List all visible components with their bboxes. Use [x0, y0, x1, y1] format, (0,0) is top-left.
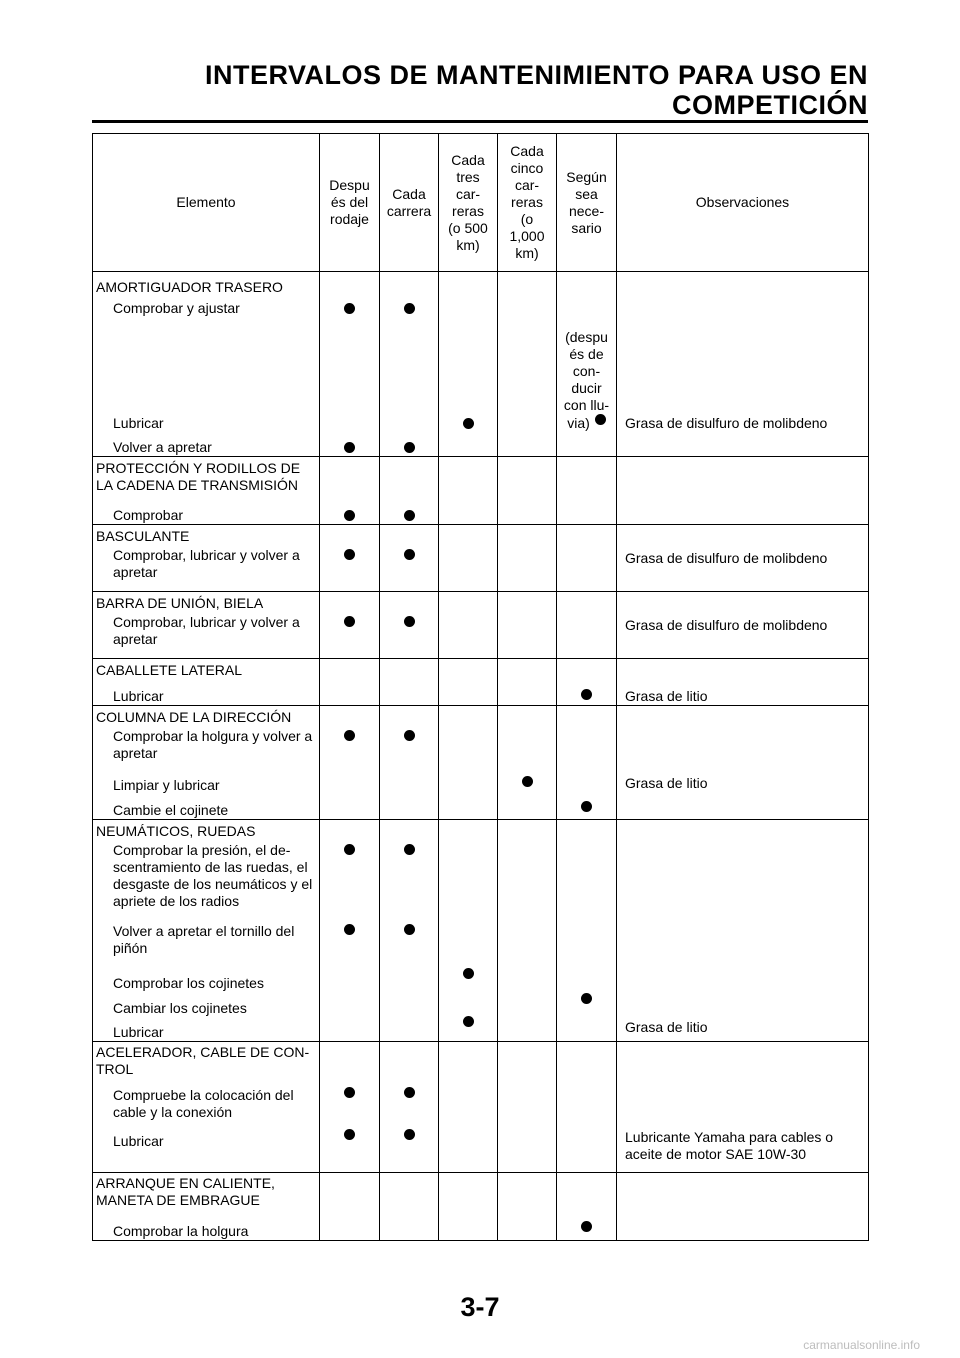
item-label: Limpiar y lubricar — [113, 777, 220, 793]
item-label: Comprobar la presión, el de- scentramiento de las ruedas, el desgaste de los neumáticos y el apriete de los radios — [113, 842, 313, 909]
check-dot — [404, 442, 415, 453]
col-header-segun: Según sea nece- sario — [557, 134, 617, 272]
check-dot — [581, 993, 592, 1004]
check-dot — [581, 689, 592, 700]
check-dot — [344, 1087, 355, 1098]
title-rule — [92, 120, 868, 123]
section-title: BARRA DE UNIÓN, BIELA — [96, 595, 264, 611]
page-title-line-1: INTERVALOS DE MANTENIMIENTO PARA USO EN — [204, 60, 868, 90]
item-label: Lubricar — [113, 1133, 164, 1149]
item-label: Cambiar los cojinetes — [113, 1000, 247, 1016]
section-title: AMORTIGUADOR TRASERO — [96, 279, 283, 295]
item-label: Lubricar — [113, 688, 164, 704]
col-header-observaciones: Observaciones — [617, 134, 869, 272]
check-dot — [581, 801, 592, 812]
section-title: PROTECCIÓN Y RODILLOS DE LA CADENA DE TRANSMISIÓN — [96, 460, 301, 493]
check-dot — [344, 730, 355, 741]
observation-text: Lubricante Yamaha para cables o aceite de motor SAE 10W-30 — [625, 1129, 834, 1162]
observation-text: Grasa de litio — [625, 1019, 708, 1035]
check-dot — [404, 549, 415, 560]
item-label: Lubricar — [113, 415, 164, 431]
rain-condition-note: (despu és de con- ducir con llu- via) — [563, 329, 610, 431]
check-dot — [463, 418, 474, 429]
observation-text: Grasa de litio — [625, 775, 708, 791]
observation-text: Grasa de disulfuro de molibdeno — [625, 617, 828, 633]
col-header-elemento: Elemento — [93, 134, 320, 272]
check-dot — [344, 442, 355, 453]
table-section-row — [93, 592, 869, 659]
table-section-row — [93, 1173, 869, 1241]
check-dot — [344, 844, 355, 855]
check-dot — [404, 1087, 415, 1098]
check-dot — [404, 1129, 415, 1140]
maintenance-table — [92, 133, 869, 1241]
table-section-row — [93, 457, 869, 525]
page-title-line-2: COMPETICIÓN — [671, 90, 868, 120]
section-title: NEUMÁTICOS, RUEDAS — [96, 823, 256, 839]
table-section-row — [93, 272, 869, 457]
check-dot — [463, 968, 474, 979]
check-dot — [344, 1129, 355, 1140]
check-dot — [404, 303, 415, 314]
check-dot — [344, 510, 355, 521]
section-title: COLUMNA DE LA DIRECCIÓN — [96, 709, 292, 725]
table-header-row — [93, 134, 869, 272]
col-header-cada-cinco: Cada cinco car- reras (o 1,000 km) — [498, 134, 557, 272]
table-section-row — [93, 820, 869, 1042]
table-section-row — [93, 659, 869, 706]
check-dot — [404, 924, 415, 935]
check-dot — [344, 303, 355, 314]
table-section-row — [93, 525, 869, 592]
check-dot — [463, 1016, 474, 1027]
item-label: Comprobar — [113, 507, 184, 523]
item-label: Comprobar los cojinetes — [113, 975, 264, 991]
check-dot — [404, 510, 415, 521]
check-dot — [595, 414, 606, 425]
check-dot — [344, 924, 355, 935]
observation-text: Grasa de litio — [625, 688, 708, 704]
item-label: Lubricar — [113, 1024, 164, 1040]
item-label: Comprobar, lubricar y volver a apretar — [113, 614, 300, 647]
item-label: Comprobar y ajustar — [113, 300, 240, 316]
col-header-cada-carrera: Cada carrera — [380, 134, 439, 272]
section-title: ARRANQUE EN CALIENTE, MANETA DE EMBRAGUE — [96, 1175, 275, 1208]
item-label: Volver a apretar el tornillo del piñón — [113, 923, 295, 956]
check-dot — [522, 776, 533, 787]
col-header-cada-tres: Cada tres car- reras (o 500 km) — [439, 134, 498, 272]
check-dot — [404, 844, 415, 855]
table-section-row — [93, 1042, 869, 1173]
observation-text: Grasa de disulfuro de molibdeno — [625, 550, 828, 566]
item-label: Volver a apretar — [113, 439, 212, 455]
check-dot — [344, 616, 355, 627]
watermark: carmanualsonline.info — [803, 1338, 920, 1352]
item-label: Compruebe la colocación del cable y la conexión — [113, 1087, 294, 1120]
observation-text: Grasa de disulfuro de molibdeno — [625, 415, 828, 431]
check-dot — [404, 730, 415, 741]
item-label: Comprobar la holgura — [113, 1223, 249, 1239]
col-header-despues-rodaje: Despu és del rodaje — [320, 134, 380, 272]
section-title: BASCULANTE — [96, 528, 190, 544]
item-label: Comprobar, lubricar y volver a apretar — [113, 547, 300, 580]
section-title: ACELERADOR, CABLE DE CON- TROL — [96, 1044, 310, 1077]
check-dot — [344, 549, 355, 560]
item-label: Cambie el cojinete — [113, 802, 229, 818]
item-label: Comprobar la holgura y volver a apretar — [113, 728, 313, 761]
table-section-row — [93, 706, 869, 820]
page-number: 3-7 — [460, 1292, 500, 1322]
check-dot — [581, 1221, 592, 1232]
section-title: CABALLETE LATERAL — [96, 662, 243, 678]
check-dot — [404, 616, 415, 627]
